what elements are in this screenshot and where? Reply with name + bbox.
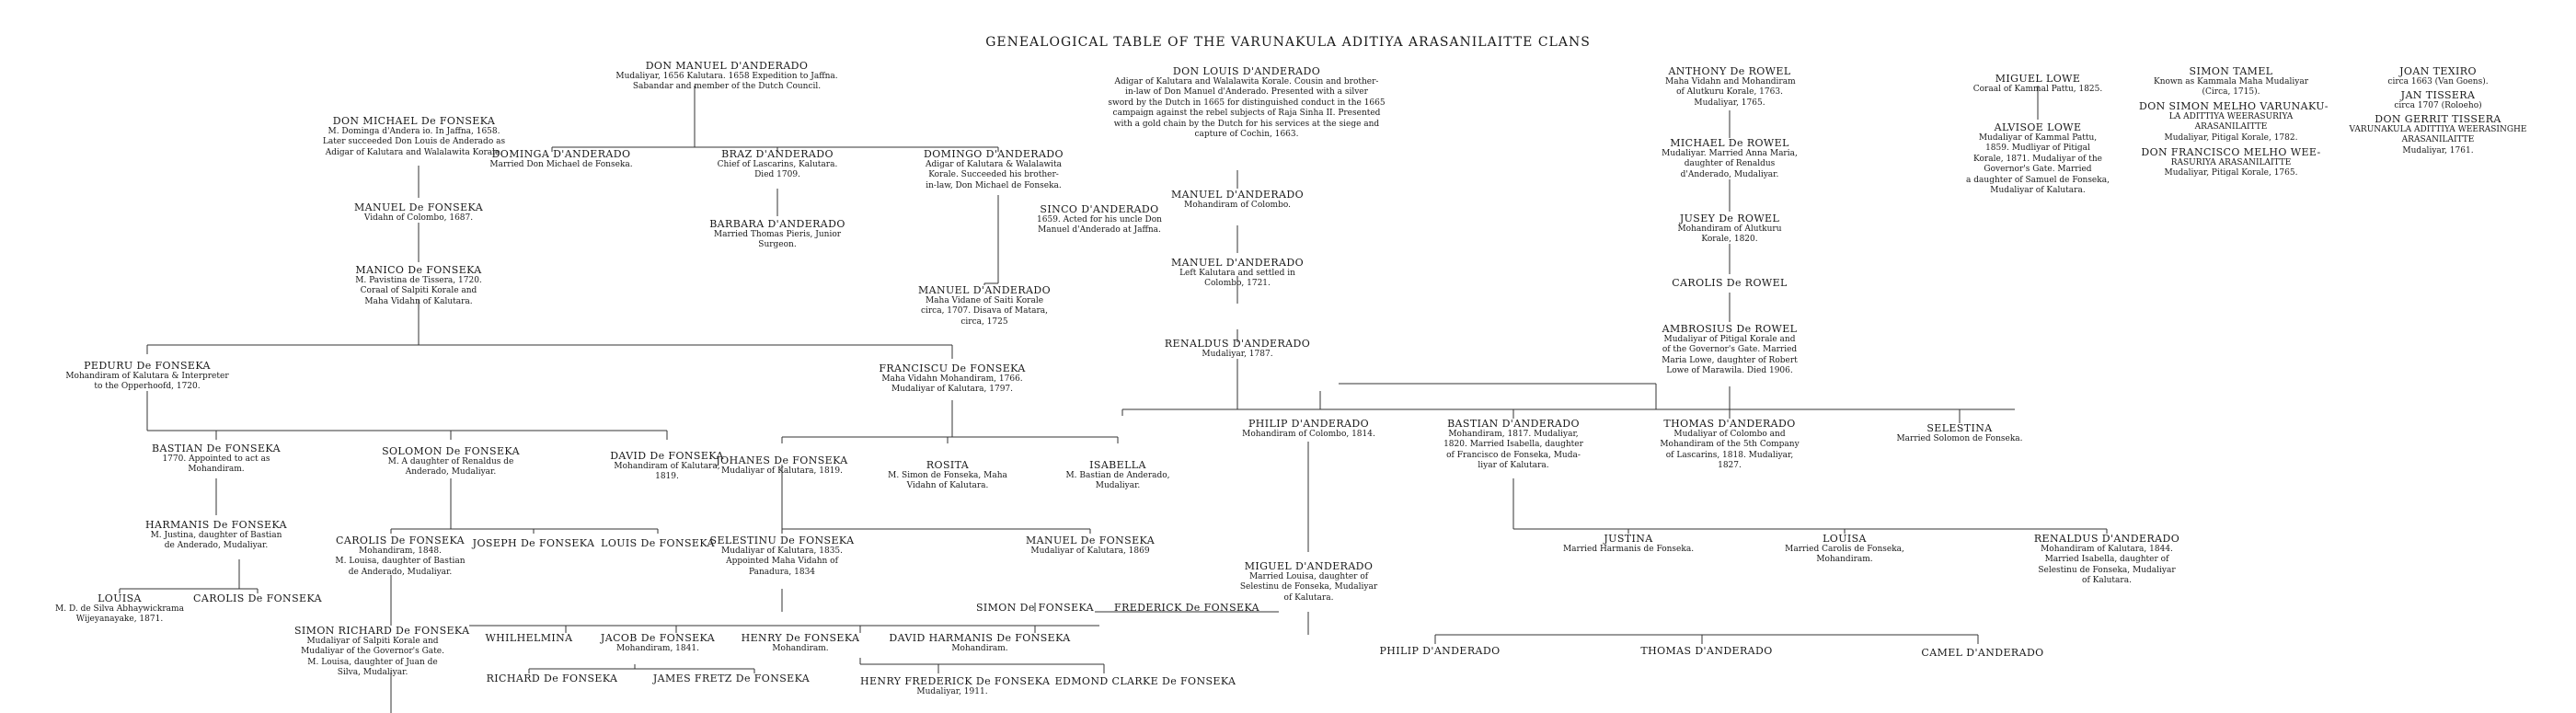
person-name: HARMANIS De FONSEKA	[144, 519, 287, 531]
person-detail-line: Married Isabella, daughter of	[2044, 555, 2169, 564]
person-detail-line: LA ADITTIYA WEERASURIYA	[2168, 111, 2294, 121]
person-detail-line: Mudaliyar.	[1095, 481, 1141, 490]
person-detail-line: circa, 1725	[960, 316, 1008, 327]
person-detail-line: Maria Lowe, daughter of Robert	[1662, 355, 1798, 365]
person-detail-line: Mohandiram.	[951, 643, 1008, 653]
person-node	[1877, 423, 2042, 444]
person-node	[147, 443, 285, 476]
person-detail-line: Adigar of Kalutara and Walalawita Korale.	[325, 147, 503, 157]
person-detail-line: in-law, Don Michael de Fonseka.	[926, 180, 1062, 190]
person-detail-line: Maha Vidahn Mohandiram, 1766.	[881, 374, 1023, 384]
person-detail-line: Mohandiram.	[188, 465, 245, 474]
person-node	[704, 219, 851, 251]
person-name: HENRY De FONSEKA	[741, 632, 860, 644]
person-detail-line: circa 1663 (Van Goens).	[2387, 76, 2489, 86]
person-node	[1638, 646, 1776, 657]
person-detail-line: Mudaliyar of Salpiti Korale and	[306, 636, 439, 646]
chart-title: GENEALOGICAL TABLE OF THE VARUNAKULA ADITIYA ARASANILAITTE CLANS	[985, 35, 1591, 50]
person-name: MIGUEL LOWE	[1995, 73, 2081, 85]
person-name: THOMAS D'ANDERADO	[1640, 645, 1773, 657]
person-detail-line: Mudaliyar of Kalutara, 1869	[1030, 546, 1150, 556]
person-node	[649, 673, 814, 684]
person-detail-line: Appointed Maha Vidahn of	[726, 557, 838, 566]
person-name: DON LOUIS D'ANDERADO	[1172, 65, 1321, 77]
person-name: ISABELLA	[1089, 459, 1146, 471]
person-name: JUSEY De ROWEL	[1679, 213, 1780, 224]
person-node	[1665, 213, 1794, 246]
person-detail-line: Mudaliyar of the Governor's Gate.	[301, 647, 444, 656]
person-name: PHILIP D'ANDERADO	[1379, 645, 1501, 657]
person-name: DOMINGO D'ANDERADO	[924, 148, 1064, 160]
person-detail-line: Coraal of Kammal Pattu, 1825.	[1972, 84, 2103, 94]
person-node	[598, 61, 856, 93]
person-name: MIGUEL D'ANDERADO	[1244, 560, 1374, 572]
person-node	[1021, 204, 1178, 236]
person-name: SIMON De FONSEKA	[975, 602, 1095, 614]
person-node	[1049, 460, 1187, 492]
person-detail-line: Mohandiram of Colombo, 1814.	[1242, 429, 1375, 439]
person-node	[469, 538, 598, 549]
person-name: SELESTINU De FONSEKA	[709, 535, 855, 546]
person-detail-line: Mohandiram of Kalutara, 1844.	[2041, 544, 2173, 554]
person-node	[1555, 534, 1702, 555]
person-detail-line: Mudaliyar of Kalutara, 1797.	[891, 385, 1014, 394]
person-node	[708, 149, 846, 181]
person-node	[1233, 419, 1385, 440]
person-detail-line: Mudaliyar of Kalutara, 1819.	[720, 466, 844, 476]
person-name: MANICO De FONSEKA	[355, 264, 482, 276]
person-node	[911, 285, 1058, 328]
person-name: JOSEPH De FONSEKA	[472, 537, 595, 549]
person-name: DON GERRIT TISSERA	[2375, 113, 2501, 125]
person-name: PHILIP D'ANDERADO	[1248, 418, 1369, 430]
person-name: BARBARA D'ANDERADO	[709, 218, 845, 230]
person-node	[1168, 190, 1306, 211]
person-name: AMBROSIUS De ROWEL	[1662, 323, 1798, 335]
person-detail-line: campaign against the rebel subjects of Raja Sinha II. Presented	[1112, 109, 1381, 118]
person-node	[1665, 278, 1794, 289]
person-detail-line: Wijeyanayake, 1871.	[75, 615, 164, 624]
person-node	[731, 633, 869, 654]
person-node	[1371, 646, 1509, 657]
person-name: DAVID De FONSEKA	[610, 450, 724, 462]
person-name: ROSITA	[926, 459, 970, 471]
person-name: ANTHONY De ROWEL	[1668, 65, 1791, 77]
person-detail-line: M. Pavistina de Tissera, 1720.	[355, 275, 482, 285]
person-node	[1113, 603, 1260, 614]
person-name: JOAN TEXIRO	[2399, 65, 2477, 77]
person-detail-line: Maha Vidahn of Kalutara.	[364, 296, 473, 306]
person-node	[2364, 90, 2512, 111]
person-name: CAROLIS De FONSEKA	[336, 535, 465, 546]
person-detail-line: Sabandar and member of the Dutch Council.	[632, 82, 822, 91]
person-detail-line: 1820. Married Isabella, daughter	[1443, 440, 1583, 449]
person-name: BASTIAN D'ANDERADO	[1447, 418, 1580, 430]
person-node	[860, 363, 1044, 396]
person-detail-line: Manuel d'Anderado at Jaffna.	[1038, 225, 1161, 235]
person-detail-line: Mudaliyar, 1787.	[1202, 349, 1273, 359]
person-detail-line: Married Solomon de Fonseka.	[1896, 433, 2023, 443]
person-node	[589, 633, 727, 654]
person-detail-line: M. Simon de Fonseka, Maha	[888, 470, 1007, 480]
person-name: DON MANUEL D'ANDERADO	[645, 60, 809, 72]
person-detail-line: Mudaliyar, Pitigal Korale, 1782.	[2164, 132, 2298, 143]
person-detail-line: Adigar of Kalutara and Walalawita Korale. Cousin and brother-	[1114, 76, 1379, 86]
person-node	[1095, 66, 1398, 141]
person-detail-line: sword by the Dutch in 1665 for distinguished conduct in the 1665	[1108, 98, 1386, 108]
person-detail-line: Mohandiram, 1841.	[616, 643, 699, 653]
person-name: RICHARD De FONSEKA	[486, 673, 618, 684]
person-detail-line: Left Kalutara and settled in	[1179, 268, 1295, 278]
person-detail-line: Mudaliyar of Kalutara.	[1990, 186, 2086, 195]
person-detail-line: Korale, 1871. Mudaliyar of the	[1973, 154, 2102, 164]
person-node	[1647, 324, 1812, 377]
person-detail-line: a daughter of Samuel de Fonseka,	[1966, 175, 2110, 185]
person-node	[1044, 676, 1247, 687]
person-node	[294, 625, 470, 679]
person-detail-line: Governor's Gate. Married	[1984, 165, 2092, 174]
person-detail-line: Mohandiram of Kalutara,	[614, 461, 720, 471]
person-detail-line: Selestinu de Fonseka, Mudaliyar	[1239, 582, 1378, 592]
person-detail-line: Mudaliyar of Pitigal Korale and	[1663, 334, 1796, 344]
person-detail-line: Chief of Lascarins, Kalutara.	[717, 159, 838, 169]
person-detail-line: Panadura, 1834	[748, 567, 816, 577]
person-name: MANUEL De FONSEKA	[1025, 535, 1156, 546]
person-detail-line: M. Louisa, daughter of Bastian de Anderado, Mudaliyar.	[335, 557, 466, 577]
person-name: PEDURU De FONSEKA	[84, 360, 211, 372]
person-name: JAN TISSERA	[2400, 89, 2476, 101]
person-node	[345, 202, 492, 224]
person-node	[483, 673, 621, 684]
person-detail-line: Maha Vidahn and Mohandiram	[1665, 76, 1796, 86]
person-detail-line: of Kalutara.	[1283, 592, 1334, 603]
person-name: DAVID HARMANIS De FONSEKA	[889, 632, 1071, 644]
person-name: MANUEL D'ANDERADO	[917, 284, 1052, 296]
person-detail-line: capture of Cochin, 1663.	[1194, 130, 1299, 139]
person-node	[911, 149, 1076, 191]
person-detail-line: d'Anderado, Mudaliyar.	[1680, 169, 1779, 179]
person-node	[2015, 534, 2199, 587]
person-detail-line: of Francisco de Fonseka, Muda-	[1446, 450, 1581, 460]
person-name: MANUEL D'ANDERADO	[1170, 257, 1305, 269]
person-node	[1964, 74, 2111, 95]
connector-lines	[120, 86, 2107, 713]
person-node	[699, 455, 865, 477]
person-node	[1426, 419, 1601, 472]
person-detail-line: Coraal of Salpiti Korale and	[360, 286, 477, 295]
person-detail-line: Known as Kammala Maha Mudaliyar	[2153, 76, 2309, 86]
person-name: SIMON RICHARD De FONSEKA	[294, 625, 470, 637]
person-detail-line: Korale. Succeeded his brother-	[928, 170, 1059, 179]
person-node	[368, 446, 534, 478]
person-detail-line: Married Carolis de Fonseka,	[1785, 544, 1904, 554]
person-name: HENRY FREDERICK De FONSEKA	[860, 675, 1051, 687]
person-detail-line: Mohandiram of Colombo.	[1184, 200, 1291, 210]
person-name: MANUEL De FONSEKA	[353, 201, 484, 213]
person-node	[699, 535, 865, 578]
person-detail-line: 1859. Mudliyar of Pitigal	[1985, 144, 2090, 153]
person-name: SIMON TAMEL	[2189, 65, 2273, 77]
person-node	[1950, 122, 2125, 197]
person-name: RENALDUS D'ANDERADO	[2033, 533, 2180, 545]
person-name: DON SIMON MELHO VARUNAKU-	[2139, 100, 2329, 112]
person-node	[2364, 66, 2512, 87]
person-detail-line: Married Harmanis de Fonseka.	[1562, 544, 1695, 554]
person-name: JUSTINA	[1604, 533, 1653, 545]
person-detail-line: M. A daughter of Renaldus de	[387, 456, 514, 466]
person-detail-line: Korale, 1820.	[1701, 235, 1758, 244]
person-name: DON MICHAEL De FONSEKA	[332, 115, 496, 127]
person-detail-line: Mohandiram of Kalutara & Interpreter	[65, 371, 229, 381]
person-node	[1665, 66, 1794, 109]
person-detail-line: Silva, Mudaliyar.	[337, 668, 408, 677]
person-detail-line: Maha Vidane of Saiti Korale	[925, 295, 1044, 305]
person-detail-line: Mohandiram.	[772, 643, 829, 653]
person-detail-line: Mudaliyar. Married Anna Maria,	[1662, 148, 1798, 158]
person-name: DON FRANCISCO MELHO WEE-	[2141, 146, 2321, 158]
person-detail-line: Mudaliyar, 1761.	[2402, 145, 2474, 155]
person-detail-line: Mudaliyar, Pitigal Korale, 1765.	[2164, 168, 2298, 178]
person-detail-line: Anderado, Mudaliyar.	[405, 467, 497, 477]
person-detail-line: Lowe of Marawila. Died 1906.	[1666, 366, 1793, 375]
person-name: JOHANES De FONSEKA	[716, 454, 848, 466]
person-detail-line: Mohandiram, 1848.	[359, 546, 442, 556]
person-name: MICHAEL De ROWEL	[1670, 137, 1789, 149]
person-detail-line: ARASANILAITTE	[2194, 122, 2268, 132]
person-detail-line: M. D. de Silva Abhaywickrama	[55, 604, 184, 614]
person-name: LOUIS De FONSEKA	[601, 537, 715, 549]
person-name: EDMOND CLARKE De FONSEKA	[1054, 675, 1236, 687]
person-detail-line: Vidahn of Colombo, 1687.	[363, 213, 474, 223]
person-detail-line: 1659. Acted for his uncle Don	[1037, 214, 1162, 224]
person-detail-line: Mohandiram.	[1816, 555, 1873, 564]
person-node	[1012, 535, 1168, 557]
person-detail-line: Mohandiram, 1817. Mudaliyar,	[1448, 429, 1579, 439]
person-detail-line: Colombo, 1721.	[1204, 279, 1271, 288]
person-name: SELESTINA	[1926, 422, 1993, 434]
person-node	[2328, 114, 2548, 156]
person-detail-line: Married Don Michael de Fonseka.	[489, 159, 633, 169]
person-detail-line: of Kalutara.	[2082, 576, 2132, 585]
person-detail-line: Mudaliyar, 1656 Kalutara. 1658 Expedition to Jaffna.	[615, 71, 838, 81]
person-name: FREDERICK De FONSEKA	[1114, 602, 1259, 614]
person-name: SINCO D'ANDERADO	[1040, 203, 1159, 215]
person-detail-line: of Lascarins, 1818. Mudaliyar,	[1665, 450, 1794, 460]
person-detail-line: Surgeon.	[758, 240, 797, 249]
person-node	[1661, 138, 1799, 180]
person-detail-line: Married Thomas Pieris, Junior	[713, 229, 842, 239]
person-node	[2139, 100, 2329, 144]
person-detail-line: Mohandiram of Alutkuru	[1677, 224, 1782, 234]
person-detail-line: 1770. Appointed to act as	[162, 454, 270, 464]
person-detail-line: circa 1707 (Roloeho)	[2394, 100, 2482, 110]
person-detail-line: de Anderado, Mudaliyar.	[164, 541, 269, 550]
person-node	[193, 593, 322, 604]
person-detail-line: Mohandiram of the 5th Company	[1660, 440, 1800, 449]
person-name: RENALDUS D'ANDERADO	[1164, 338, 1311, 350]
person-name: LOUISA	[98, 592, 142, 604]
person-detail-line: ARASANILAITTE	[2401, 135, 2475, 144]
person-detail-line: Later succeeded Don Louis de Anderado as	[322, 137, 506, 146]
person-detail-line: Selestinu de Fonseka, Mudaliyar	[2038, 565, 2176, 575]
person-node	[336, 265, 501, 307]
person-detail-line: VARUNAKULA ADITTIYA WEERASINGHE	[2349, 124, 2527, 134]
person-detail-line: (Circa, 1715).	[2202, 87, 2260, 97]
person-detail-line: Mudaliyar, 1911.	[916, 686, 988, 696]
person-detail-line: Adigar of Kalutara & Walalawita	[925, 159, 1063, 169]
person-detail-line: Mudaliyar of Kalutara, 1835.	[720, 546, 844, 556]
person-name: CAROLIS De FONSEKA	[193, 592, 322, 604]
person-node	[2148, 66, 2314, 98]
person-detail-line: daughter of Renaldus	[1684, 159, 1776, 168]
person-name: THOMAS D'ANDERADO	[1663, 418, 1796, 430]
person-detail-line: 1827.	[1718, 461, 1742, 470]
person-detail-line: Mudaliyar of Colombo and	[1673, 429, 1786, 439]
person-detail-line: Mudaliyar, 1765.	[1694, 98, 1765, 108]
person-detail-line: Mudaliyar of Kammal Pattu,	[1978, 132, 2098, 143]
person-node	[37, 593, 202, 626]
person-detail-line: RASURIYA ARASANILAITTE	[2170, 157, 2292, 167]
person-detail-line: of Alutkuru Korale, 1763.	[1676, 87, 1783, 97]
person-detail-line: 1819.	[655, 472, 679, 481]
person-name: MANUEL D'ANDERADO	[1170, 189, 1305, 201]
person-detail-line: with a gold chain by the Dutch for his services at the siege and	[1113, 119, 1380, 129]
person-node	[860, 675, 1051, 697]
person-node	[331, 535, 469, 578]
person-node	[478, 633, 580, 644]
person-detail-line: of the Governor's Gate. Married	[1662, 345, 1798, 354]
person-node	[2139, 147, 2323, 179]
person-name: BRAZ D'ANDERADO	[721, 148, 834, 160]
person-node	[478, 149, 644, 170]
person-name: DOMINGA D'ANDERADO	[491, 148, 631, 160]
person-node	[975, 603, 1095, 614]
person-detail-line: M. Bastian de Anderado,	[1065, 470, 1170, 480]
person-name: CAROLIS De ROWEL	[1672, 277, 1788, 289]
person-name: SOLOMON De FONSEKA	[382, 445, 520, 457]
person-node	[1642, 419, 1817, 472]
person-detail-line: to the Opperhoofd, 1720.	[94, 382, 201, 391]
person-detail-line: Married Louisa, daughter of	[1248, 571, 1369, 581]
person-detail-line: M. Dominga d'Andera io. In Jaffna, 1658.	[328, 126, 500, 136]
person-detail-line: Died 1709.	[754, 170, 800, 179]
person-name: FRANCISCU De FONSEKA	[879, 362, 1026, 374]
person-detail-line: circa, 1707. Disava of Matara,	[920, 306, 1049, 316]
person-name: BASTIAN De FONSEKA	[152, 443, 281, 454]
person-name: JACOB De FONSEKA	[600, 632, 716, 644]
person-node	[1164, 339, 1311, 360]
person-node	[1776, 534, 1914, 566]
person-node	[51, 361, 244, 393]
person-detail-line: Vidahn of Kalutara.	[906, 481, 989, 490]
person-name: JAMES FRETZ De FONSEKA	[652, 673, 811, 684]
person-node	[883, 633, 1076, 654]
person-node	[129, 520, 304, 552]
person-node	[1164, 258, 1311, 290]
person-node	[1914, 648, 2052, 659]
person-name: ALVISOE LOWE	[1994, 121, 2082, 133]
person-detail-line: liyar of Kalutara.	[1478, 461, 1549, 470]
person-name: CAMEL D'ANDERADO	[1921, 647, 2044, 659]
person-detail-line: M. Louisa, daughter of Juan de	[307, 657, 438, 667]
person-name: WHILHELMINA	[485, 632, 573, 644]
person-node	[1228, 561, 1389, 604]
person-detail-line: in-law of Don Manuel d'Anderado. Presented with a silver	[1125, 87, 1368, 97]
person-detail-line: M. Justina, daughter of Bastian	[150, 530, 282, 540]
person-name: LOUISA	[1823, 533, 1867, 545]
person-node	[874, 460, 1021, 492]
